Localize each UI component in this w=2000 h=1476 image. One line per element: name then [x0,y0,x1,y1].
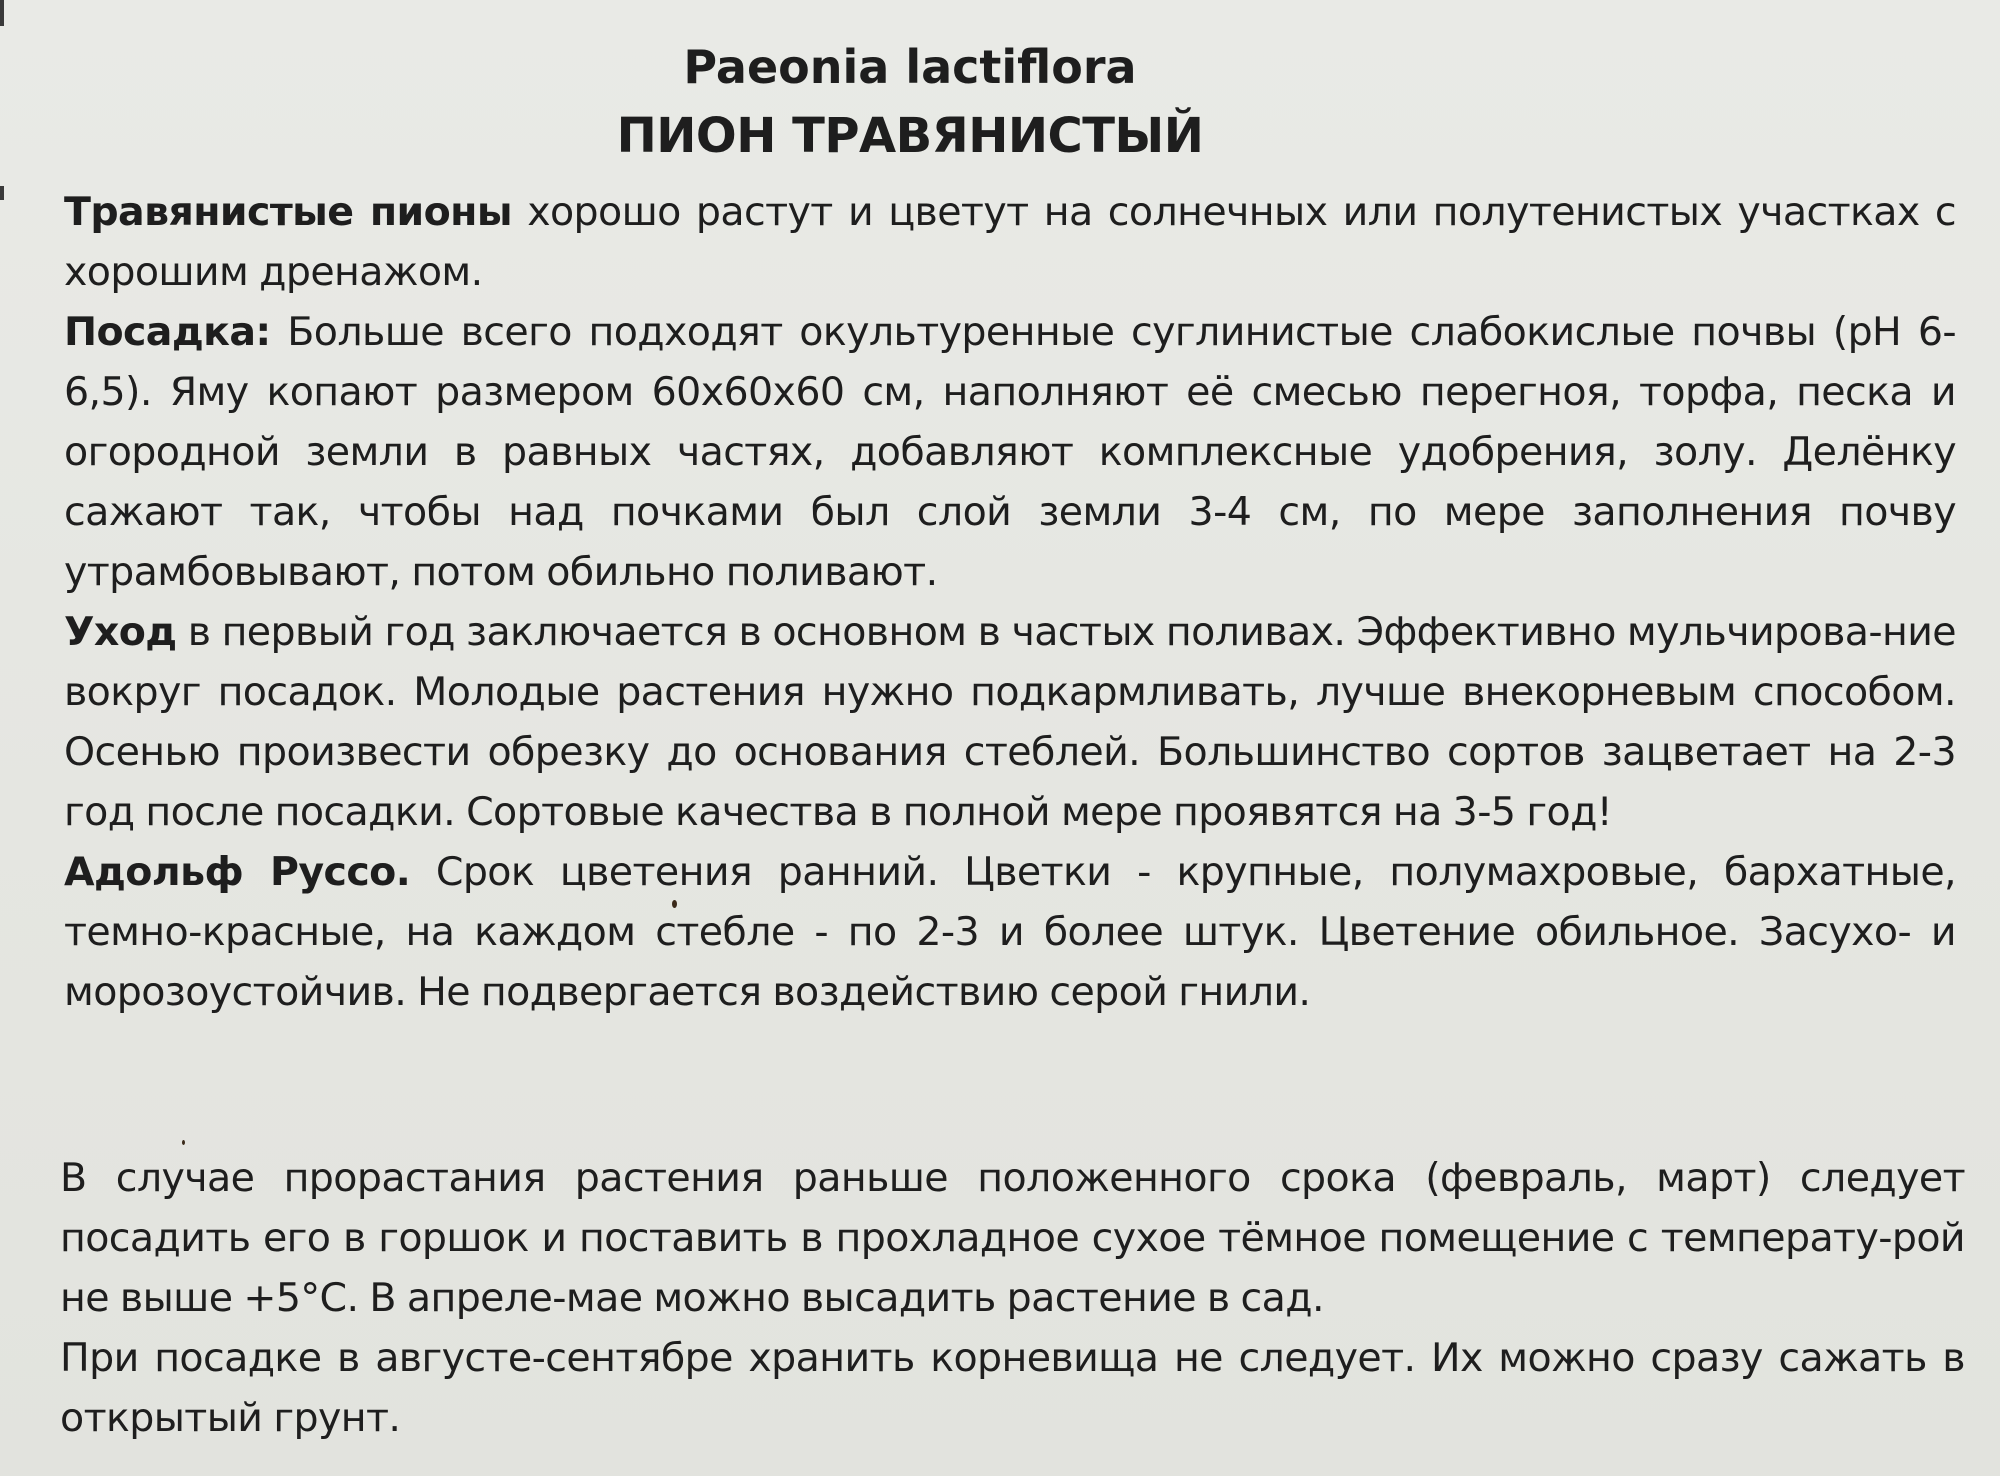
note-autumn-planting: При посадке в августе-сентябре хранить корневища не следует. Их можно сразу сажать в открытый грунт. [60,1335,1965,1441]
paragraph-variety [64,842,1956,1022]
note-early-sprouting: В случае прорастания растения раньше положенного срока (февраль, март) следует посадить его в горшок и поставить в прохладное сухое тёмное помещение с температу-рой не выше +5°С. В апреле-мае можно высадить растение в сад. [60,1155,1965,1321]
paragraph-planting [64,302,1956,602]
speck-mark [672,900,677,908]
edge-mark [0,0,4,26]
paragraph-text: в первый год заключается в основном в частых поливах. Эффективно мульчирова-ние вокруг посадок. Молодые растения нужно подкармливать, лучше внекорневым способом. Осенью произвести обрезку до основания стеблей. Большинство сортов зацветает на 2-3 год после посадки. Сортовые качества в полной мере проявятся на 3-5 год! [64,609,1956,835]
edge-mark [0,186,4,200]
paragraph-text: Срок цветения ранний. Цветки - крупные, полумахровые, бархатные, темно-красные, на каждом стебле - по 2-3 и более штук. Цветение обильное. Засухо- и морозоустойчив. Не подвергается воздействию серой гнили. [64,849,1956,1015]
paragraph-lead: Адольф Руссо. [64,849,411,895]
latin-title: Paeonia lactiflora [683,40,1137,94]
description-block [64,182,1956,1022]
paragraph-lead: Посадка: [64,309,271,355]
notes-block [60,1148,1965,1448]
paragraph-text: хорошо растут и цветут на солнечных или полутенистых участках с хорошим дренажом. [64,189,1957,295]
russian-title: ПИОН ТРАВЯНИСТЫЙ [616,108,1204,164]
paragraph-lead: Травянистые пионы [64,189,512,235]
paragraph-lead: Уход [64,609,177,655]
speck-mark [182,1140,185,1145]
paragraph-care [64,602,1956,842]
paragraph-text: Больше всего подходят окультуренные суглинистые слабокислые почвы (pH 6-6,5). Яму копают размером 60х60х60 см, наполняют её смесью перегноя, торфа, песка и огородной земли в равных частях, добавляют комплексные удобрения, золу. Делёнку сажают так, чтобы над почками был слой земли 3-4 см, по мере заполнения почву утрамбовывают, потом обильно поливают. [64,309,1956,595]
paragraph-intro [64,182,1956,302]
